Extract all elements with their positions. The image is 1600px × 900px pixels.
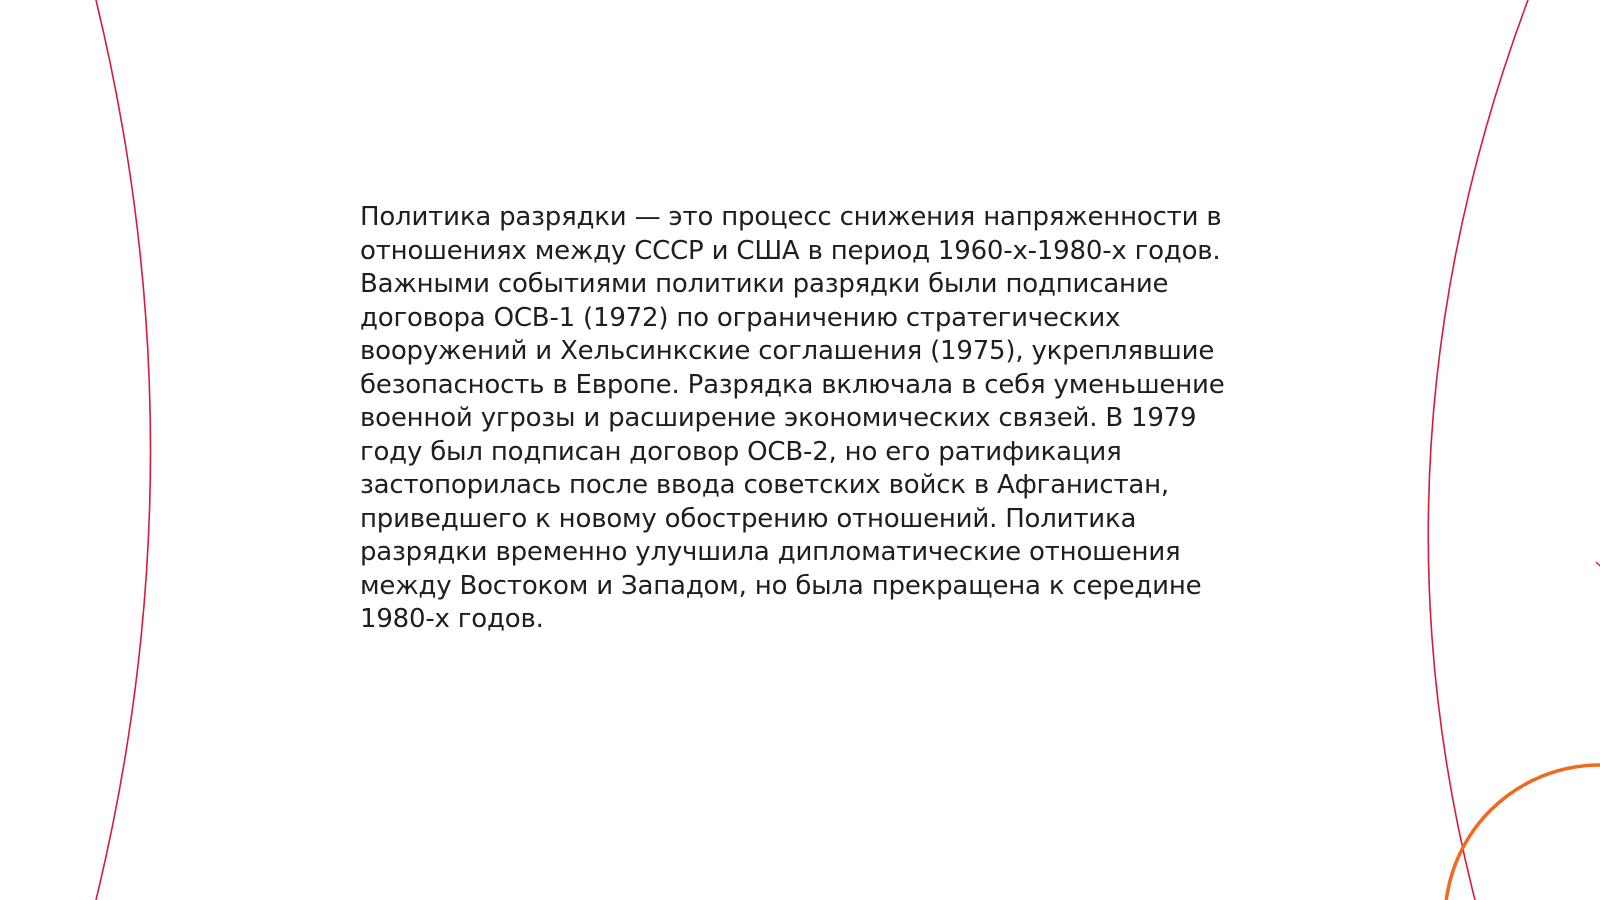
right-arc-decoration (1428, 0, 1528, 900)
orange-circle-decoration (1445, 765, 1600, 900)
left-arc-decoration (96, 0, 151, 900)
slide-body-text: Политика разрядки — это процесс снижения напряженности в отношениях между СССР и США в период 1960-х-1980-х годов. Важными событиями политики разрядки были подписание договора ОСВ-1 (1972) по ограничению стратегических вооружений и Хельсинкские соглашения (1975), укреплявшие безопасность в Европе. Разрядка включала в себя уменьшение военной угрозы и расширение экономических связей. В 1979 году был подписан договор ОСВ-2, но его ратификация застопорилась после ввода советских войск в Афганистан, приведшего к новому обострению отношений. Политика разрядки временно улучшила дипломатические отношения между Востоком и Западом, но была прекращена к середине 1980-х годов. (360, 202, 1225, 634)
small-tick-decoration (1596, 562, 1600, 566)
